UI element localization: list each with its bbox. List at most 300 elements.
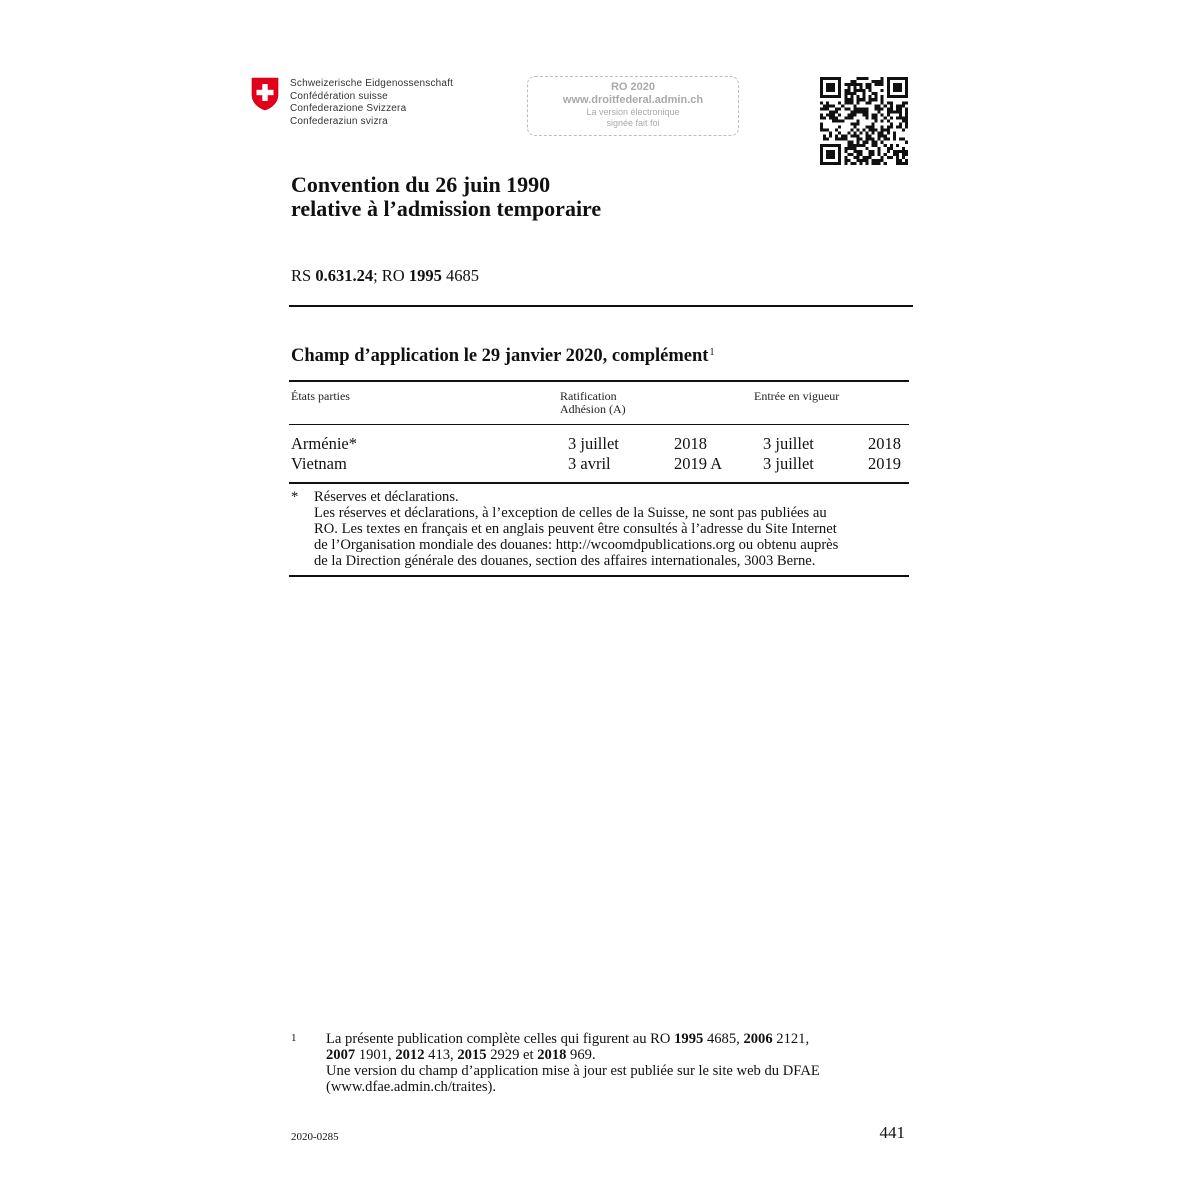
- qr-module: [902, 147, 905, 150]
- federal-logo: [251, 77, 491, 137]
- qr-module: [841, 119, 844, 122]
- row-vietnam-entry-year: 2019: [868, 454, 901, 473]
- qr-module: [856, 144, 859, 147]
- qr-module: [841, 135, 844, 138]
- qr-module: [866, 138, 869, 141]
- document-reference: [291, 266, 479, 286]
- qr-module: [823, 144, 826, 147]
- footnote-mark: 1: [291, 1032, 297, 1044]
- row-armenie-entry-year: 2018: [868, 434, 901, 453]
- qr-module: [872, 123, 875, 126]
- qr-module: [823, 116, 826, 119]
- qr-module: [866, 156, 869, 159]
- qr-module: [872, 141, 875, 144]
- qr-module: [856, 107, 859, 110]
- qr-module: [875, 159, 878, 162]
- qr-module: [850, 80, 853, 83]
- qr-module: [859, 83, 862, 86]
- qr-module: [850, 110, 853, 113]
- note-line-2: RO. Les textes en français et en anglais peuvent être consultés à l’adresse du Site Internet: [314, 521, 837, 537]
- footnote-ref-page: 413,: [424, 1047, 458, 1063]
- qr-module: [859, 153, 862, 156]
- qr-module: [875, 92, 878, 95]
- qr-module: [847, 144, 850, 147]
- qr-module: [875, 98, 878, 101]
- qr-module: [832, 77, 835, 80]
- qr-module: [841, 138, 844, 141]
- qr-module: [850, 98, 853, 101]
- qr-module: [838, 107, 841, 110]
- qr-module: [896, 150, 899, 153]
- qr-module: [887, 77, 890, 80]
- qr-module: [856, 159, 859, 162]
- qr-module: [850, 83, 853, 86]
- qr-module: [905, 119, 908, 122]
- qr-module: [899, 116, 902, 119]
- qr-module: [887, 110, 890, 113]
- qr-module: [853, 92, 856, 95]
- qr-module: [835, 119, 838, 122]
- qr-module: [823, 77, 826, 80]
- qr-module: [884, 162, 887, 165]
- qr-module: [872, 126, 875, 129]
- qr-module: [844, 98, 847, 101]
- document-title-line-1: Convention du 26 juin 1990: [291, 172, 551, 197]
- qr-module: [866, 110, 869, 113]
- ro-stamp-title: RO 2020: [610, 81, 656, 93]
- qr-module: [890, 156, 893, 159]
- qr-module: [823, 135, 826, 138]
- qr-module: [856, 110, 859, 113]
- qr-module: [847, 113, 850, 116]
- qr-module: [893, 138, 896, 141]
- qr-module: [869, 83, 872, 86]
- qr-module: [850, 123, 853, 126]
- qr-module: [896, 104, 899, 107]
- qr-module: [862, 92, 865, 95]
- qr-module: [832, 95, 835, 98]
- qr-module: [890, 104, 893, 107]
- qr-module: [887, 126, 890, 129]
- qr-module: [881, 132, 884, 135]
- header-ratification-line-2: Adhésion (A): [560, 402, 626, 416]
- qr-module: [881, 83, 884, 86]
- qr-module: [905, 113, 908, 116]
- qr-module: [899, 86, 902, 89]
- qr-module: [859, 144, 862, 147]
- qr-module: [847, 98, 850, 101]
- qr-module: [887, 147, 890, 150]
- footnote-ref-year: 1995: [674, 1031, 704, 1047]
- qr-module: [887, 138, 890, 141]
- qr-module: [875, 119, 878, 122]
- qr-module: [859, 150, 862, 153]
- qr-module: [832, 162, 835, 165]
- qr-module: [850, 113, 853, 116]
- qr-module: [844, 135, 847, 138]
- qr-module: [853, 86, 856, 89]
- qr-module: [902, 101, 905, 104]
- qr-module: [884, 135, 887, 138]
- ro-stamp-note-1: La version électronique: [586, 107, 680, 117]
- qr-module: [826, 83, 829, 86]
- qr-module: [856, 153, 859, 156]
- qr-module: [887, 95, 890, 98]
- qr-module: [866, 113, 869, 116]
- qr-module: [869, 135, 872, 138]
- ro-page: 4685: [441, 266, 479, 285]
- note-mark: *: [291, 489, 299, 505]
- qr-module: [905, 110, 908, 113]
- qr-module: [850, 129, 853, 132]
- qr-module: [866, 159, 869, 162]
- qr-module: [881, 135, 884, 138]
- qr-module: [859, 77, 862, 80]
- qr-module: [853, 107, 856, 110]
- qr-module: [875, 129, 878, 132]
- qr-module: [862, 89, 865, 92]
- qr-module: [826, 107, 829, 110]
- qr-module: [832, 89, 835, 92]
- qr-module: [896, 86, 899, 89]
- qr-module: [823, 138, 826, 141]
- qr-module: [844, 95, 847, 98]
- qr-module: [875, 80, 878, 83]
- qr-module: [820, 77, 823, 80]
- qr-module: [829, 153, 832, 156]
- qr-module: [826, 113, 829, 116]
- qr-module: [859, 159, 862, 162]
- qr-module: [850, 101, 853, 104]
- qr-module: [838, 159, 841, 162]
- qr-module: [832, 86, 835, 89]
- ro-separator: ; RO: [373, 266, 409, 285]
- row-armenie-ratification-day: 3 juillet: [568, 434, 619, 453]
- qr-module: [838, 83, 841, 86]
- qr-module: [859, 107, 862, 110]
- qr-module: [835, 110, 838, 113]
- footnote-ref-page: 2121,: [772, 1031, 810, 1047]
- qr-module: [823, 129, 826, 132]
- qr-module: [841, 104, 844, 107]
- qr-module: [896, 144, 899, 147]
- qr-module: [835, 116, 838, 119]
- qr-module: [832, 113, 835, 116]
- qr-module: [859, 132, 862, 135]
- qr-module: [838, 132, 841, 135]
- qr-module: [829, 135, 832, 138]
- qr-module: [872, 98, 875, 101]
- qr-module: [866, 83, 869, 86]
- qr-module: [853, 89, 856, 92]
- qr-module: [878, 80, 881, 83]
- qr-module: [905, 101, 908, 104]
- qr-module: [896, 159, 899, 162]
- qr-module: [905, 86, 908, 89]
- qr-module: [820, 89, 823, 92]
- qr-module: [859, 138, 862, 141]
- qr-module: [844, 83, 847, 86]
- row-vietnam-ratification-year: 2019 A: [674, 454, 723, 473]
- qr-module: [826, 104, 829, 107]
- qr-module: [850, 92, 853, 95]
- qr-module: [869, 156, 872, 159]
- qr-module: [835, 95, 838, 98]
- qr-module: [890, 95, 893, 98]
- qr-module: [820, 153, 823, 156]
- qr-module: [832, 156, 835, 159]
- qr-module: [829, 110, 832, 113]
- qr-module: [905, 89, 908, 92]
- qr-module: [862, 107, 865, 110]
- qr-module: [890, 107, 893, 110]
- qr-module: [905, 80, 908, 83]
- footnote-ref-page: 2929 et: [486, 1047, 538, 1063]
- qr-module: [887, 92, 890, 95]
- header-entry-into-force: Entrée en vigueur: [754, 389, 840, 403]
- row-vietnam-entry-day: 3 juillet: [763, 454, 814, 473]
- qr-module: [905, 162, 908, 165]
- qr-module: [896, 116, 899, 119]
- qr-module: [875, 162, 878, 165]
- header-ratification: [560, 390, 626, 416]
- qr-module: [856, 129, 859, 132]
- qr-module: [862, 129, 865, 132]
- swiss-coat-of-arms-icon: [251, 77, 279, 111]
- qr-module: [899, 150, 902, 153]
- qr-module: [826, 162, 829, 165]
- qr-module: [844, 116, 847, 119]
- qr-module: [829, 162, 832, 165]
- qr-module: [887, 150, 890, 153]
- qr-module: [899, 159, 902, 162]
- qr-module: [829, 86, 832, 89]
- qr-module: [829, 132, 832, 135]
- qr-module: [820, 107, 823, 110]
- qr-code-icon: [820, 77, 908, 165]
- qr-module: [875, 113, 878, 116]
- row-vietnam-ratification-day: 3 avril: [568, 454, 611, 473]
- qr-module: [838, 162, 841, 165]
- qr-module: [881, 156, 884, 159]
- qr-module: [893, 135, 896, 138]
- qr-module: [905, 83, 908, 86]
- qr-module: [850, 116, 853, 119]
- qr-module: [881, 119, 884, 122]
- qr-module: [875, 83, 878, 86]
- qr-module: [878, 162, 881, 165]
- qr-module: [869, 153, 872, 156]
- qr-module: [853, 80, 856, 83]
- qr-module: [905, 95, 908, 98]
- qr-module: [847, 132, 850, 135]
- qr-module: [893, 77, 896, 80]
- qr-module: [856, 83, 859, 86]
- qr-module: [878, 153, 881, 156]
- footnote-line-2: [326, 1047, 906, 1063]
- qr-module: [905, 123, 908, 126]
- qr-module: [838, 80, 841, 83]
- federal-name-de: Schweizerische Eidgenossenschaft: [290, 78, 454, 89]
- qr-module: [823, 107, 826, 110]
- qr-module: [850, 144, 853, 147]
- header-ratification-line-1: Ratification: [560, 389, 617, 403]
- qr-module: [829, 83, 832, 86]
- footnote-line-4: (www.dfae.admin.ch/traites).: [326, 1079, 497, 1095]
- qr-module: [835, 162, 838, 165]
- qr-module: [847, 92, 850, 95]
- qr-module: [890, 126, 893, 129]
- qr-module: [872, 116, 875, 119]
- qr-module: [890, 144, 893, 147]
- qr-module: [838, 147, 841, 150]
- qr-module: [872, 162, 875, 165]
- qr-module: [887, 83, 890, 86]
- page-number: 441: [879, 1123, 905, 1142]
- note-line-1: Les réserves et déclarations, à l’exception de celles de la Suisse, ne sont pas publiées au: [314, 505, 827, 521]
- qr-module: [829, 144, 832, 147]
- qr-module: [887, 129, 890, 132]
- qr-module: [875, 116, 878, 119]
- qr-module: [866, 107, 869, 110]
- qr-module: [853, 135, 856, 138]
- document-number: 2020-0285: [291, 1131, 339, 1143]
- footnote-ref-mark: 1: [709, 347, 715, 358]
- qr-module: [872, 113, 875, 116]
- qr-module: [869, 95, 872, 98]
- qr-module: [838, 126, 841, 129]
- qr-module: [872, 150, 875, 153]
- qr-module: [820, 147, 823, 150]
- qr-module: [838, 92, 841, 95]
- qr-module: [856, 150, 859, 153]
- qr-module: [890, 123, 893, 126]
- footnote-ref-page: 1901,: [355, 1047, 396, 1063]
- qr-module: [820, 129, 823, 132]
- qr-module: [905, 159, 908, 162]
- qr-module: [869, 101, 872, 104]
- qr-module: [862, 98, 865, 101]
- qr-module: [826, 89, 829, 92]
- qr-module: [853, 132, 856, 135]
- qr-module: [902, 162, 905, 165]
- qr-module: [820, 92, 823, 95]
- qr-module: [905, 153, 908, 156]
- qr-module: [820, 159, 823, 162]
- qr-module: [869, 150, 872, 153]
- qr-module: [872, 144, 875, 147]
- qr-module: [838, 150, 841, 153]
- qr-module: [853, 147, 856, 150]
- qr-module: [850, 141, 853, 144]
- qr-module: [826, 138, 829, 141]
- qr-module: [902, 104, 905, 107]
- qr-module: [859, 110, 862, 113]
- qr-module: [832, 110, 835, 113]
- qr-module: [872, 159, 875, 162]
- qr-module: [856, 98, 859, 101]
- qr-module: [832, 116, 835, 119]
- federal-name-it: Confederazione Svizzera: [290, 103, 407, 115]
- qr-module: [884, 129, 887, 132]
- qr-module: [838, 101, 841, 104]
- qr-module: [881, 95, 884, 98]
- header-states: États parties: [291, 389, 350, 403]
- qr-module: [866, 77, 869, 80]
- qr-module: [902, 153, 905, 156]
- qr-module: [878, 107, 881, 110]
- qr-module: [856, 156, 859, 159]
- qr-module: [902, 116, 905, 119]
- qr-module: [887, 86, 890, 89]
- footnote-ref-year: 2006: [743, 1031, 773, 1047]
- qr-module: [820, 80, 823, 83]
- document-title-line-2: relative à l’admission temporaire: [291, 196, 602, 221]
- qr-module: [878, 110, 881, 113]
- qr-module: [872, 80, 875, 83]
- qr-module: [853, 83, 856, 86]
- qr-module: [847, 147, 850, 150]
- qr-module: [859, 86, 862, 89]
- qr-module: [853, 126, 856, 129]
- qr-module: [881, 80, 884, 83]
- qr-module: [890, 110, 893, 113]
- qr-module: [862, 156, 865, 159]
- qr-module: [838, 89, 841, 92]
- qr-module: [899, 107, 902, 110]
- qr-module: [862, 141, 865, 144]
- qr-module: [878, 104, 881, 107]
- qr-module: [899, 104, 902, 107]
- section-title-text: Champ d’application le 29 janvier 2020, complément: [291, 346, 709, 366]
- qr-module: [869, 126, 872, 129]
- qr-module: [832, 119, 835, 122]
- qr-module: [890, 116, 893, 119]
- qr-module: [899, 123, 902, 126]
- qr-module: [844, 107, 847, 110]
- qr-module: [862, 77, 865, 80]
- qr-module: [890, 77, 893, 80]
- qr-module: [872, 132, 875, 135]
- qr-module: [887, 89, 890, 92]
- qr-module: [899, 162, 902, 165]
- qr-module: [881, 77, 884, 80]
- qr-module: [856, 138, 859, 141]
- qr-module: [829, 77, 832, 80]
- qr-module: [896, 110, 899, 113]
- qr-module: [905, 92, 908, 95]
- qr-module: [838, 138, 841, 141]
- ro-stamp-url: www.droitfederal.admin.ch: [562, 94, 704, 106]
- qr-module: [862, 144, 865, 147]
- note-body: [314, 489, 906, 569]
- qr-module: [835, 135, 838, 138]
- footnote-ref-year: 2018: [537, 1047, 567, 1063]
- qr-module: [878, 132, 881, 135]
- table-header-rule: [289, 424, 909, 425]
- note-title: Réserves et déclarations.: [314, 489, 459, 505]
- qr-module: [853, 104, 856, 107]
- qr-module: [847, 107, 850, 110]
- qr-module: [853, 156, 856, 159]
- qr-module: [884, 144, 887, 147]
- qr-module: [847, 101, 850, 104]
- qr-module: [905, 150, 908, 153]
- qr-module: [838, 113, 841, 116]
- qr-module: [878, 138, 881, 141]
- qr-module: [884, 153, 887, 156]
- qr-module: [835, 129, 838, 132]
